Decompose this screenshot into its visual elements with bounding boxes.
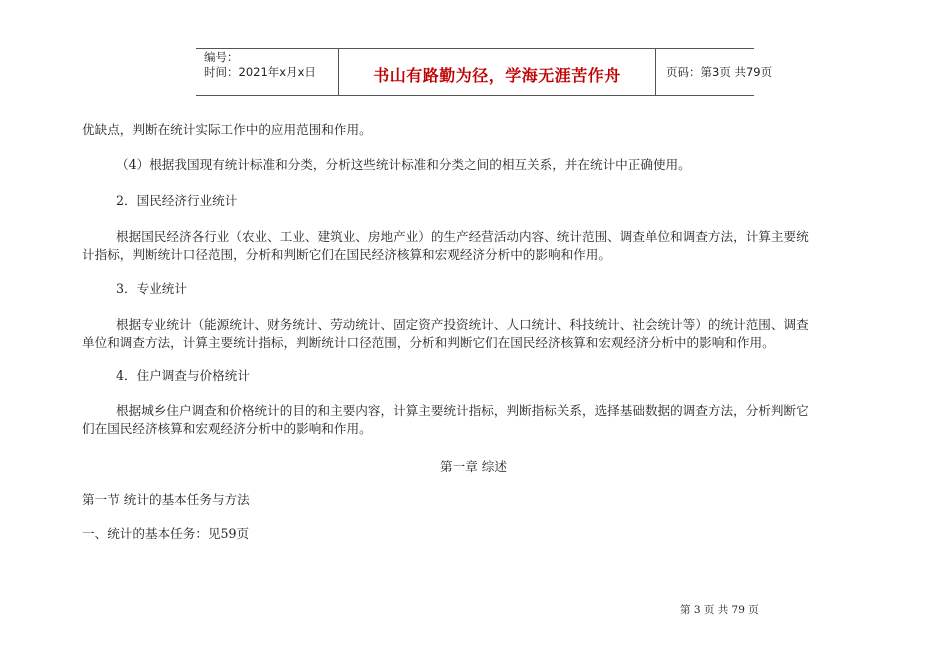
motto-text: 书山有路勤为径，学海无涯苦作舟 — [373, 66, 621, 85]
number-label: 编号： — [204, 50, 239, 64]
section-title: 第一节 统计的基本任务与方法 — [82, 492, 250, 507]
paragraph-4: （4）根据我国现有统计标准和分类，分析这些统计标准和分类之间的相互关系，并在统计中正确使用。 — [116, 157, 691, 172]
paragraph-line: 根据国民经济各行业（农业、工业、建筑业、房地产业）的生产经营活动内容、统计范围、调查单位和调查方法，计算主要统 — [116, 229, 809, 244]
heading-professional-statistics: 3．专业统计 — [116, 281, 187, 296]
paragraph-line: 们在国民经济核算和宏观经济分析中的影响和作用。 — [82, 421, 372, 436]
paragraph-line: 优缺点，判断在统计实际工作中的应用范围和作用。 — [82, 122, 372, 137]
paragraph-line: 根据城乡住户调查和价格统计的目的和主要内容，计算主要统计指标，判断指标关系，选择基础数据的调查方法，分析判断它 — [116, 403, 809, 418]
subsection-title: 一、统计的基本任务：见59页 — [82, 526, 250, 541]
page-footer: 第 3 页 共 79 页 — [680, 604, 759, 616]
chapter-title: 第一章 综述 — [440, 459, 507, 474]
paragraph-line: 计指标，判断统计口径范围，分析和判断它们在国民经济核算和宏观经济分析中的影响和作用。 — [82, 247, 611, 262]
header-motto-cell — [338, 49, 656, 95]
page-header — [196, 48, 773, 96]
paragraph-line: 根据专业统计（能源统计、财务统计、劳动统计、固定资产投资统计、人口统计、科技统计、社会统计等）的统计范围、调查 — [116, 317, 809, 332]
header-left-cell — [196, 49, 338, 95]
time-label: 时间：2021年x月x日 — [204, 65, 316, 79]
paragraph-line: 单位和调查方法，计算主要统计指标，判断统计口径范围，分析和判断它们在国民经济核算和宏观经济分析中的影响和作用。 — [82, 335, 775, 350]
page-code: 页码：第3页 共79页 — [666, 65, 773, 79]
heading-industry-statistics: 2．国民经济行业统计 — [116, 193, 238, 208]
heading-household-price-statistics: 4．住户调查与价格统计 — [116, 368, 250, 383]
